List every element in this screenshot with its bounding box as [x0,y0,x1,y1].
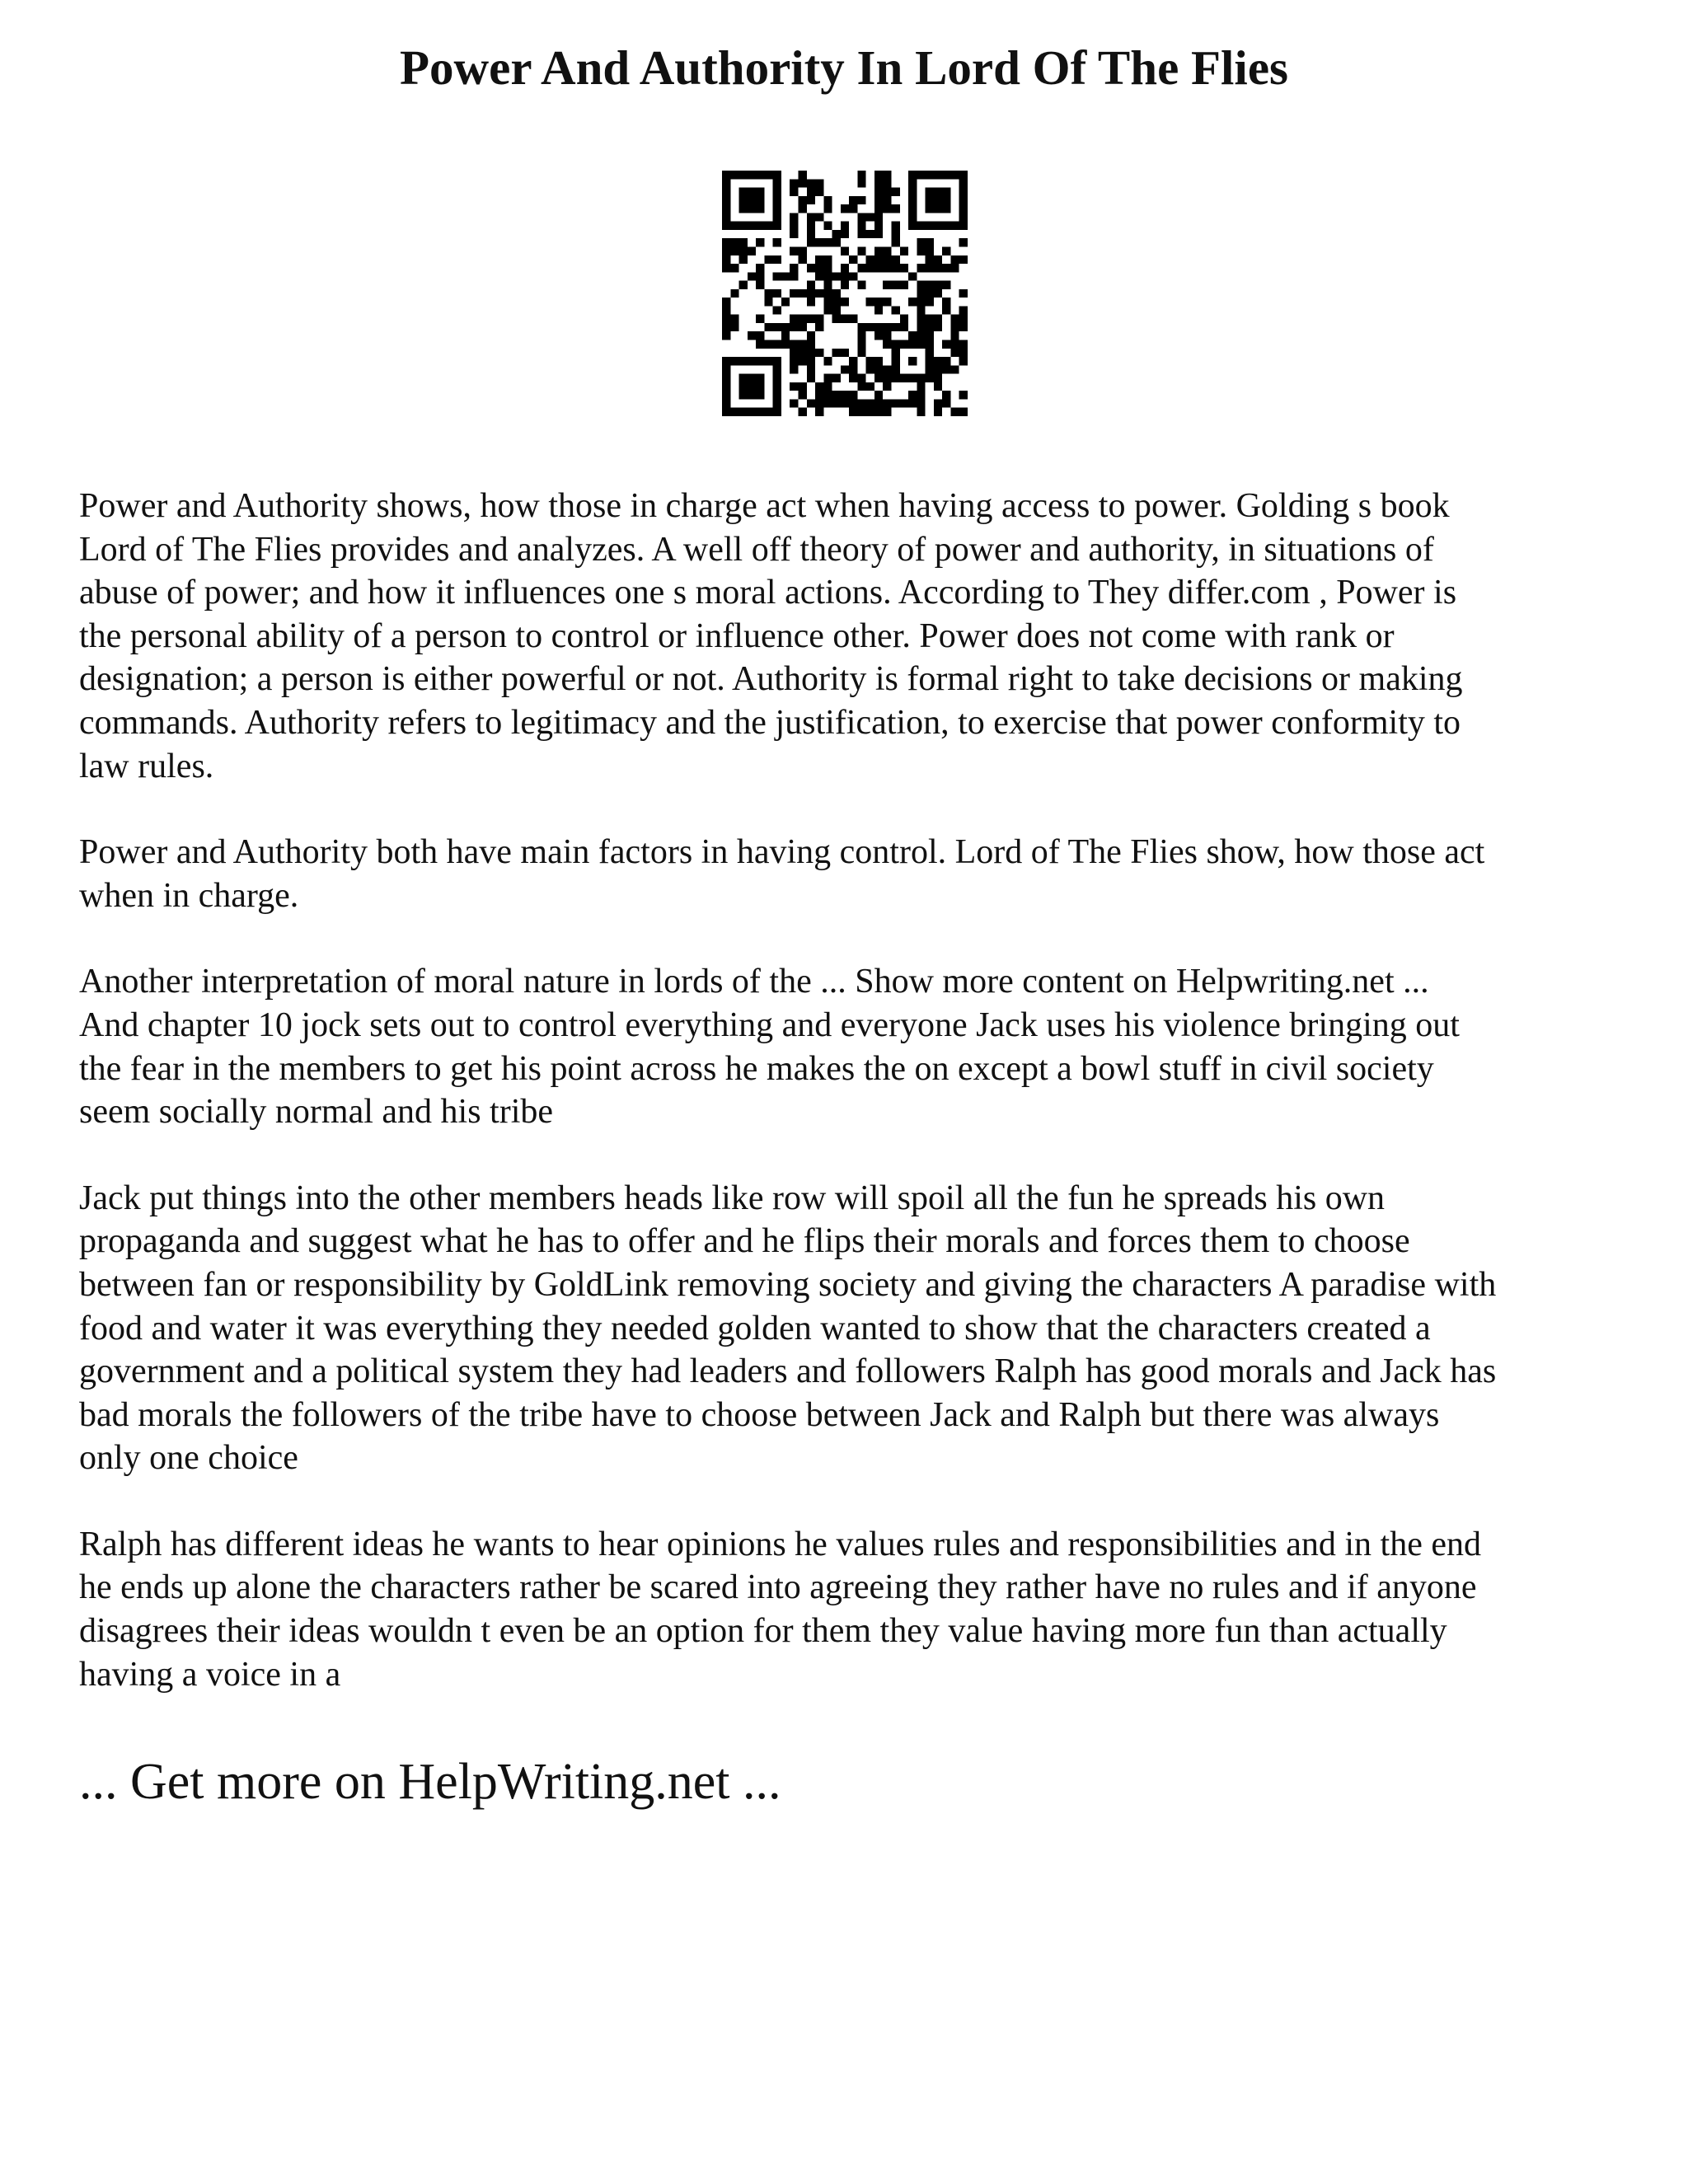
paragraph [79,1523,1629,1696]
text-line: designation; a person is either powerful or not. Authority is formal right to take decisions or making [79,660,1463,699]
text-line: when in charge. [79,876,299,915]
paragraph [79,831,1629,917]
text-line: government and a political system they had leaders and followers Ralph has good morals and Jack has [79,1352,1497,1391]
text-line: seem socially normal and his tribe [79,1093,554,1132]
get-more-link[interactable]: ... Get more on HelpWriting.net ... [79,1754,781,1810]
page-title: Power And Authority In Lord Of The Flies [400,40,1288,95]
text-line: bad morals the followers of the tribe have to choose between Jack and Ralph but there was always [79,1395,1440,1434]
text-line: law rules. [79,747,214,785]
text-line: he ends up alone the characters rather be scared into agreeing they rather have no rules and if anyone [79,1568,1477,1607]
qr-code-icon [722,171,968,416]
paragraph [79,1177,1629,1480]
paragraph [79,960,1629,1133]
text-line: having a voice in a [79,1655,341,1694]
text-line: food and water it was everything they needed golden wanted to show that the characters created a [79,1309,1431,1347]
text-line: disagrees their ideas wouldn t even be an option for them they value having more fun than actually [79,1612,1447,1651]
text-line: Jack put things into the other members heads like row will spoil all the fun he spreads his own [79,1179,1386,1217]
text-line: the fear in the members to get his point across he makes the on except a bowl stuff in civil society [79,1049,1434,1088]
article-body [79,485,1629,1739]
text-line: Power and Authority shows, how those in charge act when having access to power. Golding s book [79,487,1450,525]
text-line: And chapter 10 jock sets out to control everything and everyone Jack uses his violence bringing out [79,1005,1460,1044]
text-line: only one choice [79,1439,298,1478]
text-line: Power and Authority both have main factors in having control. Lord of The Flies show, how those act [79,833,1485,872]
text-line: Another interpretation of moral nature in lords of the ... Show more content on Helpwriting.net ... [79,963,1429,1001]
paragraph [79,485,1629,788]
text-line: Ralph has different ideas he wants to hear opinions he values rules and responsibilities and in the end [79,1525,1481,1563]
text-line: between fan or responsibility by GoldLink removing society and giving the characters A paradise with [79,1265,1497,1304]
text-line: abuse of power; and how it influences one s moral actions. According to They differ.com , Power is [79,574,1457,612]
text-line: the personal ability of a person to control or influence other. Power does not come with rank or [79,616,1395,655]
text-line: Lord of The Flies provides and analyzes. A well off theory of power and authority, in situations of [79,530,1434,569]
text-line: commands. Authority refers to legitimacy and the justification, to exercise that power conformity to [79,703,1461,742]
text-line: propaganda and suggest what he has to offer and he flips their morals and forces them to choose [79,1222,1410,1261]
